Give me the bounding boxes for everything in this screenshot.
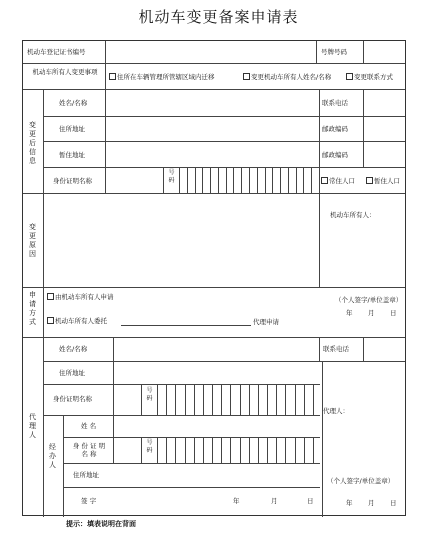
grid-divider — [295, 384, 296, 415]
agent-date-day: 日 — [390, 499, 397, 507]
agent-sign-label: 代理人： — [323, 407, 349, 415]
grid-divider — [202, 167, 203, 193]
grid-divider — [258, 384, 259, 415]
grid-divider — [249, 384, 250, 415]
grid-divider — [303, 167, 304, 193]
section-label-agent: 代理人 — [29, 413, 36, 439]
handler-name-label: 姓 名 — [81, 422, 97, 430]
grid-divider — [166, 384, 167, 415]
checkbox[interactable] — [366, 177, 373, 184]
handler-id-type-label: 身 份 证 明 名 称 — [72, 442, 106, 458]
grid-divider — [175, 384, 176, 415]
date-day: 日 — [390, 309, 397, 317]
option-change-contact[interactable]: 变更联系方式 — [346, 73, 393, 81]
address-label: 住所地址 — [59, 125, 85, 133]
page-title: 机动车变更备案申请表 — [138, 8, 299, 26]
checkbox[interactable] — [47, 317, 54, 324]
section-label-handler: 经办人 — [49, 443, 56, 469]
grid-divider — [249, 167, 250, 193]
sign-note: （个人签字/单位盖章） — [335, 296, 403, 304]
option-change-name[interactable]: 变更机动车所有人姓名/名称 — [243, 73, 331, 81]
grid-divider — [195, 167, 196, 193]
grid-divider — [218, 167, 219, 193]
grid-divider — [267, 437, 268, 463]
section-label-new-info: 变更后信息 — [29, 121, 36, 165]
grid-divider — [288, 167, 289, 193]
grid-divider — [221, 384, 222, 415]
grid-divider — [258, 437, 259, 463]
grid-divider — [240, 384, 241, 415]
date-month: 月 — [368, 309, 375, 317]
grid-divider — [313, 437, 314, 463]
grid-divider — [304, 437, 305, 463]
handler-date-day: 日 — [307, 497, 314, 505]
reg-cert-label: 机动车登记证书编号 — [27, 48, 86, 56]
grid-divider — [194, 384, 195, 415]
grid-divider — [311, 167, 312, 193]
grid-divider — [210, 167, 211, 193]
checkbox[interactable] — [109, 73, 116, 80]
grid-divider — [166, 437, 167, 463]
option-resident[interactable]: 常住人口 — [321, 177, 355, 185]
grid-divider — [185, 437, 186, 463]
owner-sign-label: 机动车所有人： — [330, 211, 376, 219]
grid-divider — [249, 437, 250, 463]
grid-divider — [221, 437, 222, 463]
id-number-label: 号码 — [168, 169, 175, 184]
section-label-reason: 变更原因 — [29, 223, 36, 258]
grid-divider — [241, 167, 242, 193]
grid-divider — [226, 167, 227, 193]
handler-sign-label: 签 字 — [81, 497, 97, 505]
grid-divider — [185, 384, 186, 415]
grid-divider — [272, 167, 273, 193]
postcode-label: 邮政编码 — [322, 151, 348, 159]
name-label: 姓名/名称 — [59, 99, 88, 107]
grid-divider — [267, 384, 268, 415]
handler-id-number-label: 号码 — [146, 439, 153, 454]
id-type-label: 身份证明名称 — [53, 177, 92, 185]
grid-divider — [233, 167, 234, 193]
agent-name-label: 姓名/名称 — [59, 345, 88, 353]
handler-address-label: 住所地址 — [73, 471, 99, 479]
checkbox[interactable] — [346, 73, 353, 80]
grid-divider — [296, 167, 297, 193]
grid-divider — [194, 437, 195, 463]
grid-divider — [203, 437, 204, 463]
grid-divider — [265, 167, 266, 193]
grid-divider — [230, 437, 231, 463]
option-temp-resident[interactable]: 暂住人口 — [366, 177, 400, 185]
grid-divider — [285, 384, 286, 415]
grid-divider — [276, 437, 277, 463]
option-address-move[interactable]: 住所在车辆管理所管辖区域内迁移 — [109, 73, 215, 81]
date-year: 年 — [346, 309, 353, 317]
phone-label: 联系电话 — [322, 99, 348, 107]
option-owner-apply[interactable]: 由机动车所有人申请 — [47, 293, 114, 301]
plate-label: 号牌号码 — [321, 48, 347, 56]
grid-divider — [276, 384, 277, 415]
agent-sign-note: （个人签字/单位盖章） — [327, 477, 395, 485]
grid-divider — [212, 384, 213, 415]
checkbox[interactable] — [47, 293, 54, 300]
agent-id-type-label: 身份证明名称 — [53, 395, 92, 403]
grid-divider — [175, 437, 176, 463]
grid-divider — [240, 437, 241, 463]
footer-hint: 提示：填表说明在背面 — [66, 520, 136, 528]
postcode-label: 邮政编码 — [322, 125, 348, 133]
handler-date-year: 年 — [233, 497, 240, 505]
agent-id-number-label: 号码 — [146, 387, 153, 402]
grid-divider — [212, 437, 213, 463]
temp-address-label: 暂住地址 — [59, 151, 85, 159]
agent-phone-label: 联系电话 — [323, 345, 349, 353]
handler-date-month: 月 — [271, 497, 278, 505]
checkbox[interactable] — [321, 177, 328, 184]
option-delegate-apply[interactable]: 机动车所有人委托 — [47, 317, 107, 325]
grid-divider — [304, 384, 305, 415]
grid-divider — [257, 167, 258, 193]
change-item-label: 机动车所有人变更事项 — [32, 68, 98, 76]
grid-divider — [313, 384, 314, 415]
grid-divider — [285, 437, 286, 463]
agent-address-label: 住所地址 — [59, 369, 85, 377]
agent-date-year: 年 — [346, 499, 353, 507]
delegate-suffix: 代理申请 — [253, 318, 279, 326]
grid-divider — [230, 384, 231, 415]
delegate-name-line[interactable] — [121, 325, 251, 326]
application-form — [22, 40, 406, 516]
grid-divider — [295, 437, 296, 463]
grid-divider — [203, 384, 204, 415]
grid-divider — [280, 167, 281, 193]
section-label-method: 申请方式 — [29, 291, 36, 326]
checkbox[interactable] — [243, 73, 250, 80]
agent-date-month: 月 — [368, 499, 375, 507]
grid-divider — [187, 167, 188, 193]
